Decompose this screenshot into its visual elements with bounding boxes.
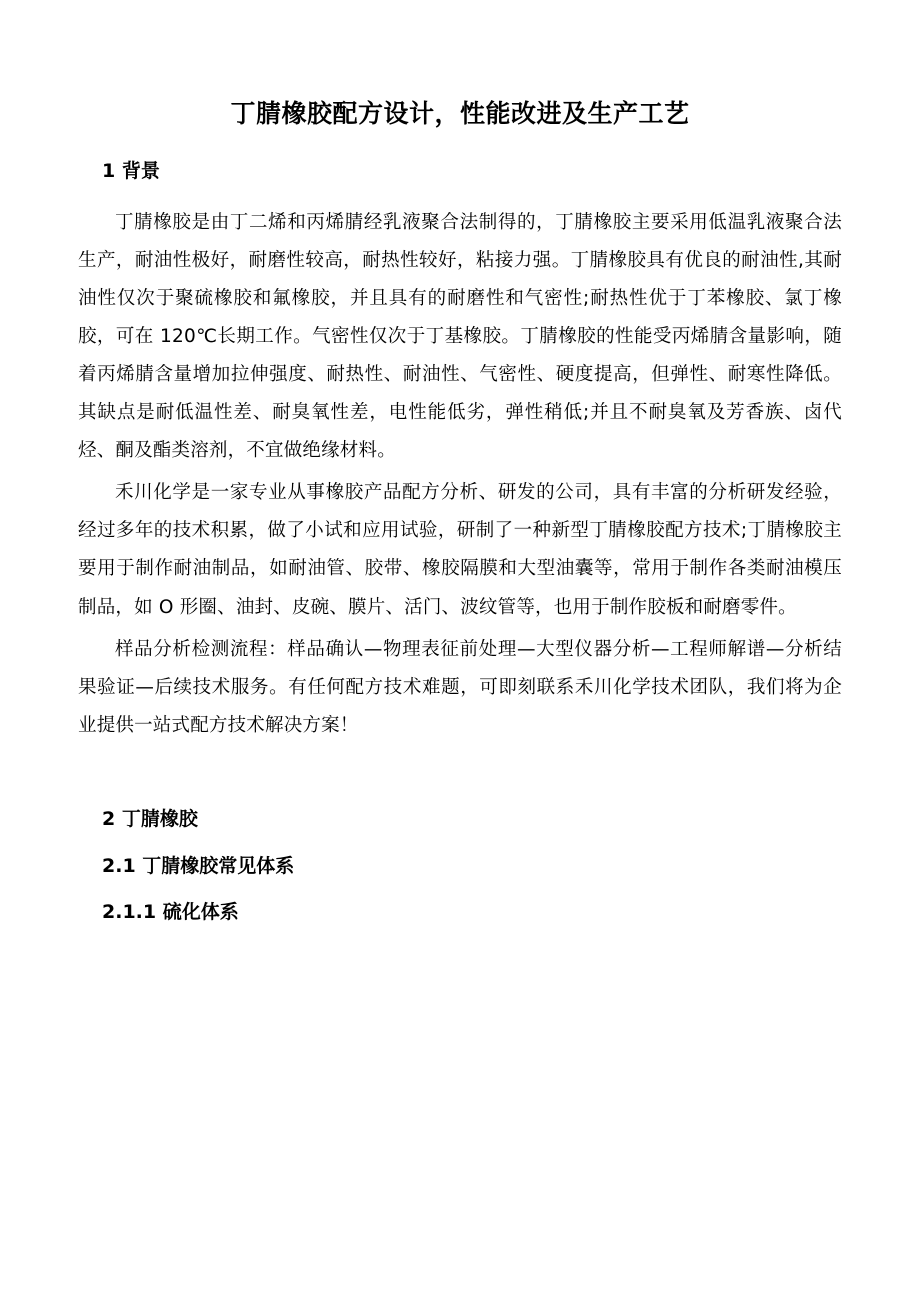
section-heading-common-systems: 2.1 丁腈橡胶常见体系	[102, 854, 295, 877]
page-title: 丁腈橡胶配方设计，性能改进及生产工艺	[230, 99, 690, 128]
paragraph-analysis-workflow: 样品分析检测流程：样品确认—物理表征前处理—大型仪器分析—工程师解谱—分析结果验证—后续技术服务。有任何配方技术难题，可即刻联系禾川化学技术团队，我们将为企业提供一站式配方技术解决方案！	[78, 638, 842, 736]
section-heading-nbr: 2 丁腈橡胶	[102, 808, 198, 831]
paragraph-nbr-overview: 丁腈橡胶是由丁二烯和丙烯腈经乳液聚合法制得的，丁腈橡胶主要采用低温乳液聚合法生产，耐油性极好，耐磨性较高，耐热性较好，粘接力强。丁腈橡胶具有优良的耐油性,其耐油性仅次于聚硫橡胶和氟橡胶，并且具有的耐磨性和气密性;耐热性优于丁苯橡胶、氯丁橡胶，可在 120℃长期工作。气密性仅次于丁基橡胶。丁腈橡胶的性能受丙烯腈含量影响，随着丙烯腈含量增加拉伸强度、耐热性、耐油性、气密性、硬度提高，但弹性、耐寒性降低。其缺点是耐低温性差、耐臭氧性差，电性能低劣，弹性稍低;并且不耐臭氧及芳香族、卤代烃、酮及酯类溶剂，不宜做绝缘材料。	[78, 211, 842, 462]
paragraph-company-intro: 禾川化学是一家专业从事橡胶产品配方分析、研发的公司，具有丰富的分析研发经验，经过多年的技术积累，做了小试和应用试验，研制了一种新型丁腈橡胶配方技术;丁腈橡胶主要用于制作耐油制品，如耐油管、胶带、橡胶隔膜和大型油囊等，常用于制作各类耐油模压制品，如 O 形圈、油封、皮碗、膜片、活门、波纹管等，也用于制作胶板和耐磨零件。	[78, 482, 842, 618]
section-nbr	[78, 805, 842, 927]
section-spacer	[78, 749, 842, 805]
section-heading-vulcanization-system: 2.1.1 硫化体系	[102, 901, 239, 924]
section-heading-background: 1 背景	[102, 160, 160, 182]
